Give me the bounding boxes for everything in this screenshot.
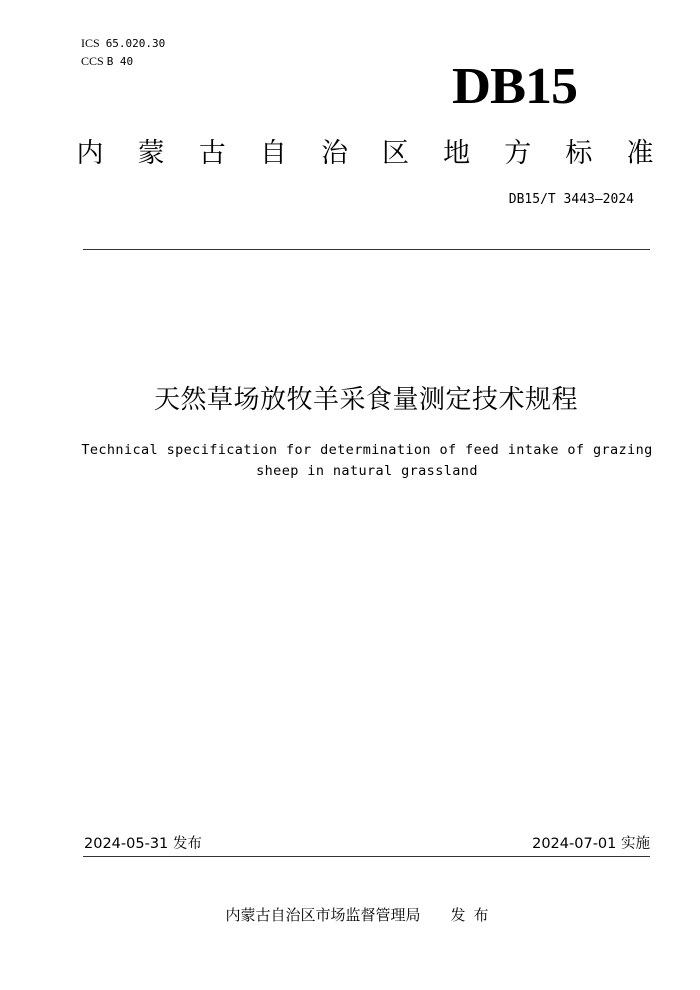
db15-logo: DB15 bbox=[452, 58, 578, 115]
standard-type-char: 治 bbox=[320, 138, 348, 169]
title-english-line-2: sheep in natural grassland bbox=[256, 463, 478, 479]
ccs-label: CCS bbox=[81, 54, 104, 68]
ics-label: ICS bbox=[81, 36, 100, 50]
standard-type-char: 古 bbox=[198, 138, 226, 169]
ccs-classification bbox=[81, 54, 133, 69]
standard-type-char: 蒙 bbox=[137, 138, 165, 169]
ics-code: 65.020.30 bbox=[105, 37, 166, 50]
standard-type-char: 自 bbox=[259, 138, 287, 169]
standard-type-char: 内 bbox=[76, 138, 104, 169]
standard-number: DB15/T 3443—2024 bbox=[508, 192, 634, 207]
ccs-code: B 40 bbox=[106, 55, 134, 68]
title-english-line-1: Technical specification for determination of feed intake of grazing bbox=[81, 442, 653, 458]
standard-type-char: 区 bbox=[382, 138, 410, 169]
issue-date: 2024-05-31 发布 bbox=[84, 836, 202, 852]
publisher-name: 内蒙古自治区市场监督管理局 bbox=[225, 906, 421, 924]
bottom-divider bbox=[83, 856, 650, 857]
title-chinese: 天然草场放牧羊采食量测定技术规程 bbox=[153, 385, 578, 415]
standard-type-char: 准 bbox=[626, 138, 654, 169]
implementation-date: 2024-07-01 实施 bbox=[532, 836, 650, 852]
standard-type-char: 方 bbox=[504, 138, 532, 169]
publisher-action: 发布 bbox=[450, 906, 497, 924]
standard-type-char: 地 bbox=[443, 138, 471, 169]
standard-type-char: 标 bbox=[565, 138, 593, 169]
title-english bbox=[80, 440, 654, 482]
top-divider bbox=[83, 249, 650, 250]
ics-classification bbox=[81, 36, 165, 51]
publisher-line bbox=[0, 904, 700, 926]
standard-type-heading bbox=[70, 134, 660, 174]
